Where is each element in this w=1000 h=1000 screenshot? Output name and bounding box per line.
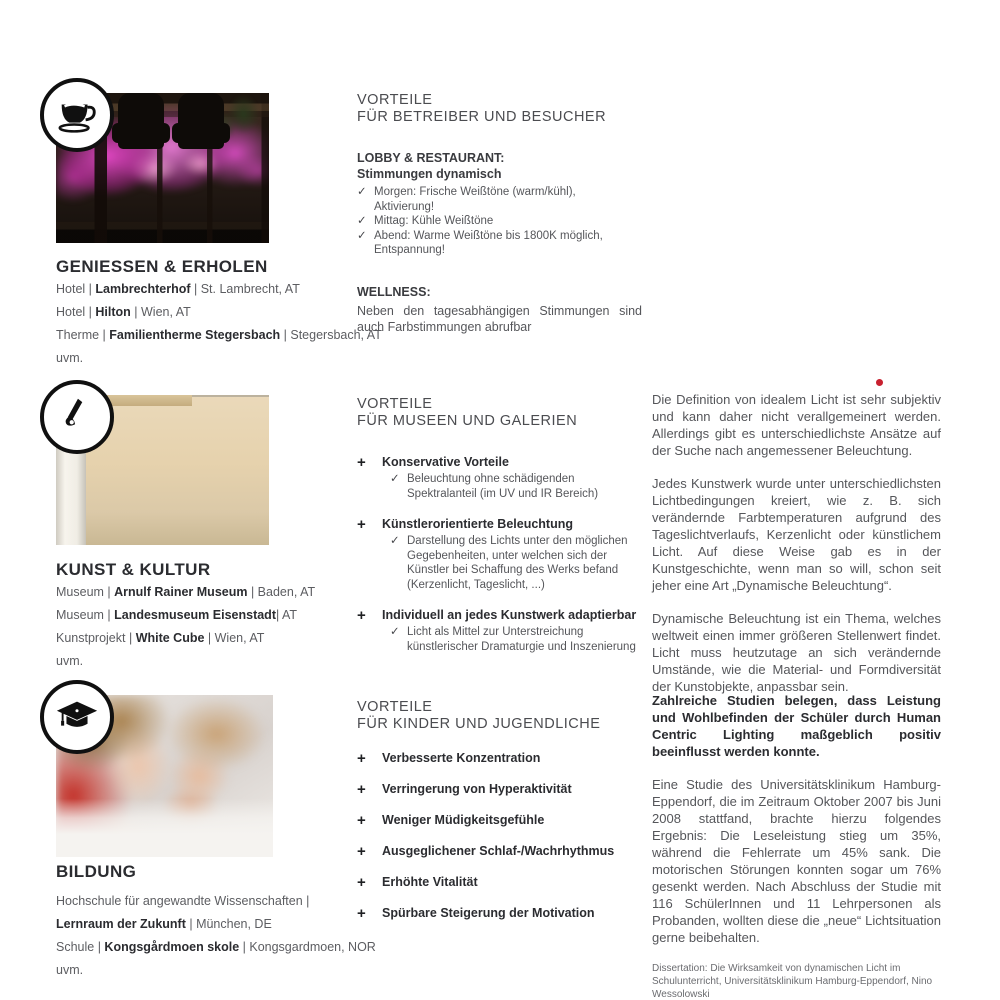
benefit-item xyxy=(357,813,645,828)
red-accent-dot xyxy=(876,379,883,386)
group-heading-wellness: WELLNESS: xyxy=(357,284,431,299)
check-list xyxy=(357,185,645,258)
reference-line: Hotel | Lambrechterhof | St. Lambrecht, AT xyxy=(56,282,300,296)
vorteile-title: FÜR MUSEEN UND GALERIEN xyxy=(357,413,578,429)
check-icon: ✓ xyxy=(357,215,367,227)
benefit-label: Weniger Müdigkeitsgefühle xyxy=(382,813,545,827)
section-title-geniessen: GENIESSEN & ERHOLEN xyxy=(56,257,268,276)
benefit-label: Verbesserte Konzentration xyxy=(382,751,541,765)
benefit-item xyxy=(357,906,645,921)
coffee-cup-icon xyxy=(40,78,114,152)
bildung-article xyxy=(652,692,941,1000)
plus-icon: + xyxy=(357,516,366,533)
reference-line: Museum | Landesmuseum Eisenstadt| AT xyxy=(56,608,298,622)
vorteile-title: FÜR BETREIBER UND BESUCHER xyxy=(357,109,607,125)
reference-line: uvm. xyxy=(56,351,84,365)
reference-list xyxy=(56,890,376,982)
vorteile-kicker: VORTEILE xyxy=(357,92,433,108)
benefit-item xyxy=(357,455,645,501)
vorteile-panel-museen xyxy=(357,396,645,654)
benefit-label: Verringerung von Hyperaktivität xyxy=(382,782,572,796)
check-icon: ✓ xyxy=(357,229,367,242)
article-lead-paragraph: Zahlreiche Studien belegen, dass Leistung und Wohlbefinden der Schüler durch Human Centric Lighting maßgeblich positiv beeinflusst werden konnte. xyxy=(652,693,941,759)
check-item: ✓ Morgen: Frische Weißtöne (warm/kühl), Aktivierung! xyxy=(357,186,576,213)
reference-line: Lernraum der Zukunft | München, DE xyxy=(56,917,272,931)
vorteile-panel-betreiber xyxy=(357,92,645,335)
benefit-label: Künstlerorientierte Beleuchtung xyxy=(382,517,573,531)
reference-line: Museum | Arnulf Rainer Museum | Baden, AT xyxy=(56,585,316,599)
graduation-cap-icon xyxy=(40,680,114,754)
check-icon: ✓ xyxy=(390,626,400,638)
reference-list xyxy=(56,581,371,673)
check-item: ✓ Licht als Mittel zur Unterstreichung künstlerischer Dramaturgie und Inszenierung xyxy=(390,626,636,653)
vorteile-kicker: VORTEILE xyxy=(357,396,433,412)
benefit-label: Ausgeglichener Schlaf-/Wachrhythmus xyxy=(382,844,615,858)
check-item: ✓ Abend: Warme Weißtöne bis 1800K möglich, Entspannung! xyxy=(357,229,603,256)
plus-icon: + xyxy=(357,905,366,922)
plus-icon: + xyxy=(357,812,366,829)
check-icon: ✓ xyxy=(390,535,400,547)
check-item: ✓ Beleuchtung ohne schädigenden Spektralanteil (im UV und IR Bereich) xyxy=(390,473,599,500)
benefit-item xyxy=(357,517,645,592)
check-item: ✓ Mittag: Kühle Weißtöne xyxy=(357,215,494,227)
group-subheading: Stimmungen dynamisch xyxy=(357,167,502,181)
reference-line: Schule | Kongsgårdmoen skole | Kongsgardmoen, NOR xyxy=(56,940,376,954)
paintbrush-icon xyxy=(40,380,114,454)
benefit-list xyxy=(357,455,645,654)
article-paragraph: Eine Studie des Universitätsklinikum Hamburg-Eppendorf, die im Zeitraum Oktober 2007 bis Juni 2008 stattfand, brachte hierzu folgendes Ergebnis: Die Leseleistung stieg um 35%, während die Fehlerrate um 45% sank. Die motorischen Störungen konnten sogar um 76% gesenkt werden. Nach Abschluss der Studie mit 116 SchülerInnen und 11 Lehrpersonen als Probanden, wollten diese die „neue“ Lichtsituation gerne beibehalten. xyxy=(652,777,941,945)
vorteile-kicker: VORTEILE xyxy=(357,699,433,715)
vorteile-panel-kinder xyxy=(357,699,645,921)
wellness-text: Neben den tagesabhängigen Stimmungen sind auch Farbstimmungen abrufbar xyxy=(357,303,642,334)
benefit-item xyxy=(357,751,645,766)
section-title-bildung: BILDUNG xyxy=(56,862,137,881)
article-paragraph: Die Definition von idealem Licht ist sehr subjektiv und kann daher nicht verallgemeinert werden. Allerdings gibt es unterschiedlichste Ansätze auf der Suche nach angemessener Beleuchtung. xyxy=(652,392,941,458)
benefit-item xyxy=(357,875,645,890)
check-icon: ✓ xyxy=(357,186,367,198)
article-paragraph: Jedes Kunstwerk wurde unter unterschiedlichsten Lichtbedingungen kreiert, wie z. B. sich verändernde Farbtemperaturen aufgrund des Tageslichtverlaufs, Kerzenlicht oder künstlichem Licht. Auf diese Weise gab es in der Kunstgeschichte, wenn man so will, schon seit jeher eine Art „Dynamische Beleuchtung“. xyxy=(652,476,941,593)
reference-line: uvm. xyxy=(56,654,84,668)
section-title-kunst: KUNST & KULTUR xyxy=(56,560,211,579)
dissertation-footnote: Dissertation: Die Wirksamkeit von dynamischen Licht im Schulunterricht, Universitätsklinikum Hamburg-Eppendorf, Nino Wessolowski xyxy=(652,963,933,1000)
plus-icon: + xyxy=(357,781,366,798)
kunst-article xyxy=(652,391,941,711)
reference-line: Therme | Familientherme Stegersbach | Stegersbach, AT xyxy=(56,328,382,342)
benefit-label: Spürbare Steigerung der Motivation xyxy=(382,906,595,920)
lobby-chair-silhouette xyxy=(118,93,164,149)
plus-icon: + xyxy=(357,843,366,860)
group-heading-lobby: LOBBY & RESTAURANT: xyxy=(357,151,505,165)
plus-icon: + xyxy=(357,874,366,891)
benefit-label: Individuell an jedes Kunstwerk adaptierbar xyxy=(382,608,637,622)
article-paragraph: Dynamische Beleuchtung ist ein Thema, welches weltweit einen immer größeren Stellenwert findet. Licht muss heutzutage an sich verändernde Umstände, wie die Material- und Formdiversität der Kunstobjekte, anpassbar sein. xyxy=(652,611,941,694)
check-icon: ✓ xyxy=(390,473,400,485)
plus-icon: + xyxy=(357,607,366,624)
reference-line: Hotel | Hilton | Wien, AT xyxy=(56,305,191,319)
benefit-label: Erhöhte Vitalität xyxy=(382,875,478,889)
reference-list xyxy=(56,278,382,370)
lobby-chair-silhouette xyxy=(178,93,224,149)
benefit-item xyxy=(357,782,645,797)
plus-icon: + xyxy=(357,750,366,767)
reference-line: uvm. xyxy=(56,963,84,977)
benefit-list xyxy=(357,751,645,921)
reference-line: Kunstprojekt | White Cube | Wien, AT xyxy=(56,631,265,645)
benefit-item xyxy=(357,608,645,654)
benefit-label: Konservative Vorteile xyxy=(382,455,509,469)
check-item: ✓ Darstellung des Lichts unter den möglichen Gegebenheiten, unter welchen sich der Künstler bei Schaffung des Werks befand (Kerzenlicht, Tageslicht, ...) xyxy=(390,535,628,591)
reference-line: Hochschule für angewandte Wissenschaften | xyxy=(56,894,310,908)
vorteile-title: FÜR KINDER UND JUGENDLICHE xyxy=(357,716,601,732)
benefit-item xyxy=(357,844,645,859)
plus-icon: + xyxy=(357,454,366,471)
